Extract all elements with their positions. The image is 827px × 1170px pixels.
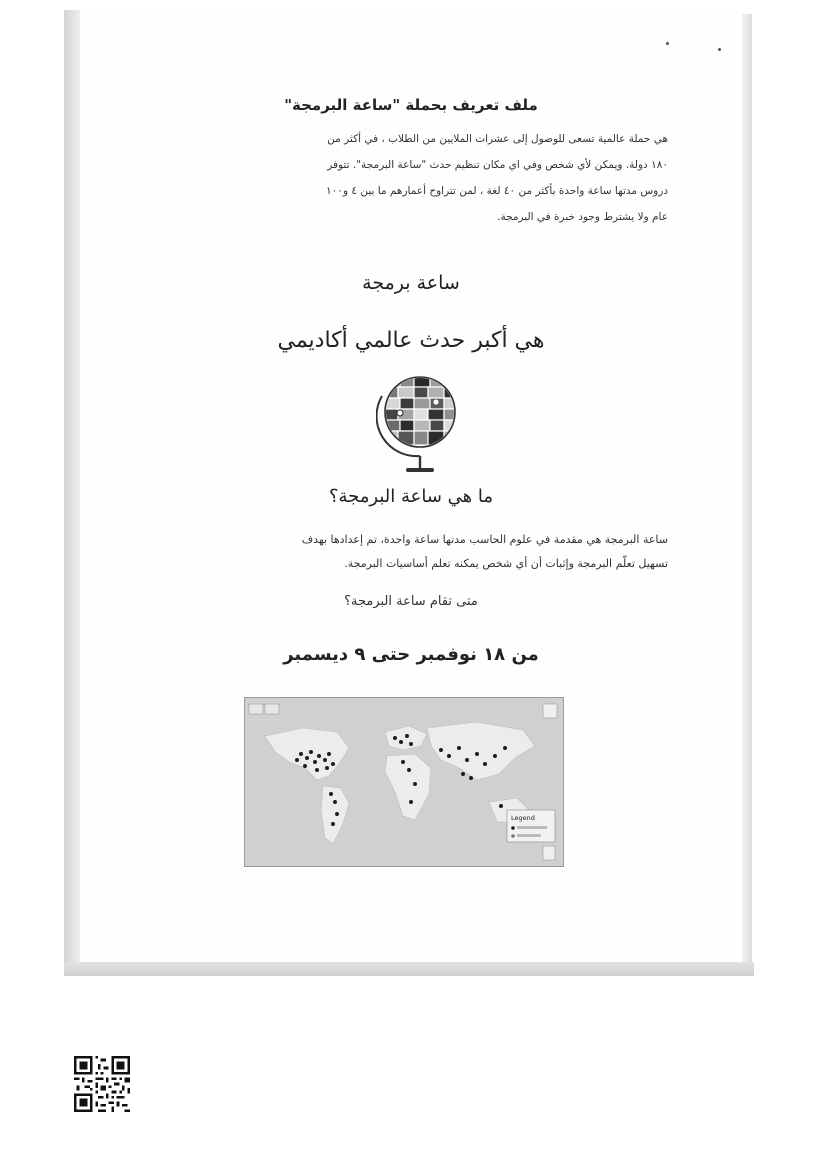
scan-shadow-right	[742, 14, 752, 976]
event-dates: من ١٨ نوفمبر حتى ٩ ديسمبر	[283, 644, 539, 665]
qr-code-icon	[74, 1056, 130, 1112]
scan-speck	[718, 48, 721, 51]
scan-speck	[666, 42, 669, 45]
scan-shadow-bottom	[64, 962, 754, 976]
definition-paragraph	[158, 528, 668, 576]
world-events-map	[244, 697, 564, 867]
document-title: ملف تعريف بحملة "ساعة البرمجة"	[284, 96, 538, 114]
intro-line: عام ولا يشترط وجود خبرة في البرمجة.	[497, 211, 668, 223]
intro-line: ١٨٠ دولة. ويمكن لأي شخص وفي اي مكان تنظيم حدث "ساعة البرمجة". تتوفر	[327, 159, 668, 171]
document-sheet	[80, 14, 742, 962]
when-question: متى تقام ساعة البرمجة؟	[344, 594, 478, 609]
definition-line: ساعة البرمجة هي مقدمة في علوم الحاسب مدتها ساعة واحدة، تم إعدادها بهدف	[301, 533, 668, 546]
intro-paragraph	[158, 126, 668, 230]
globe-flags-icon	[376, 366, 464, 482]
map-legend-title: Legend	[511, 814, 535, 822]
event-heading: هي أكبر حدث عالمي أكاديمي	[277, 328, 545, 353]
definition-line: تسهيل تعلّم البرمجة وإثبات أن أي شخص يمكنه تعلم أساسيات البرمجة.	[344, 557, 668, 570]
scan-shadow-left	[64, 10, 80, 976]
intro-line: هي حملة عالمية تسعى للوصول إلى عشرات الملايين من الطلاب ، في أكثر من	[327, 133, 668, 145]
campaign-heading: ساعة برمجة	[362, 272, 460, 294]
what-is-heading: ما هي ساعة البرمجة؟	[328, 486, 494, 507]
intro-line: دروس مدتها ساعة واحدة بأكثر من ٤٠ لغة ، لمن تتراوح أعمارهم ما بين ٤ و١٠٠	[326, 185, 668, 197]
